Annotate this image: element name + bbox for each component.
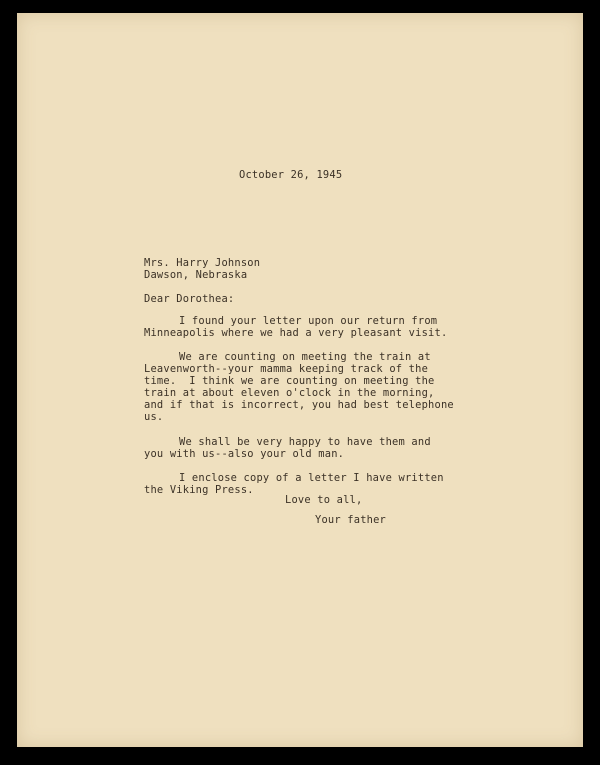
paragraph-line: Leavenworth--your mamma keeping track of the (144, 363, 429, 375)
paragraph-line: I enclose copy of a letter I have written (179, 472, 444, 484)
paragraph-line: and if that is incorrect, you had best telephone (144, 399, 454, 411)
paragraph-line: Minneapolis where we had a very pleasant visit. (144, 327, 448, 339)
letter-date: October 26, 1945 (239, 169, 343, 181)
paragraph-line: time. I think we are counting on meeting the (144, 375, 435, 387)
recipient-name: Mrs. Harry Johnson (144, 257, 261, 269)
letter-page (17, 13, 583, 747)
paragraph-line: We are counting on meeting the train at (179, 351, 431, 363)
paragraph-line: train at about eleven o'clock in the morning, (144, 387, 435, 399)
salutation: Dear Dorothea: (144, 293, 235, 305)
recipient-place: Dawson, Nebraska (144, 269, 248, 281)
closing: Love to all, (285, 494, 363, 506)
paragraph-line: us. (144, 411, 164, 423)
paragraph-line: the Viking Press. (144, 484, 254, 496)
paragraph-line: I found your letter upon our return from (179, 315, 438, 327)
paragraph-line: you with us--also your old man. (144, 448, 345, 460)
signature: Your father (315, 514, 387, 526)
paragraph-line: We shall be very happy to have them and (179, 436, 431, 448)
